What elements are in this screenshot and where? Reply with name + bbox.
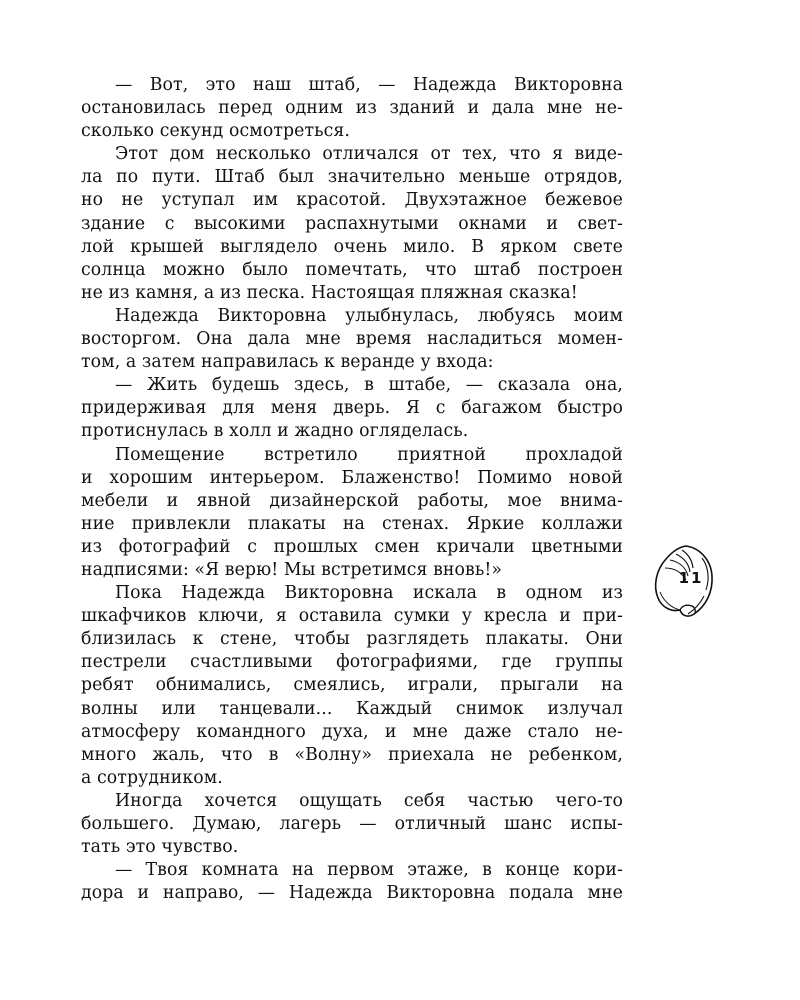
- text-line: остановилась перед одним из зданий и дала мне не-: [81, 98, 623, 119]
- text-line: ла по пути. Штаб был значительно меньше отрядов,: [81, 167, 623, 188]
- text-line: а сотрудником.: [81, 767, 223, 788]
- text-line: здание с высокими распахнутыми окнами и свет-: [81, 213, 623, 234]
- page-number-marker: [648, 540, 718, 622]
- text-line: но не уступал им красотой. Двухэтажное бежевое: [81, 190, 623, 211]
- text-line: — Твоя комната на первом этаже, в конце кори-: [115, 860, 623, 881]
- page-number: 11: [678, 569, 704, 587]
- text-line: придерживая для меня дверь. Я с багажом быстро: [81, 398, 623, 419]
- text-line: пестрели счастливыми фотографиями, где группы: [81, 652, 623, 673]
- text-line: протиснулась в холл и жадно огляделась.: [81, 421, 469, 442]
- text-line: ние привлекли плакаты на стенах. Яркие коллажи: [81, 513, 623, 534]
- text-line: большего. Думаю, лагерь — отличный шанс испы-: [81, 814, 623, 834]
- text-line: тать это чувство.: [81, 837, 239, 858]
- text-line: не из камня, а из песка. Настоящая пляжная сказка!: [81, 282, 578, 303]
- text-line: дора и направо, — Надежда Викторовна подала мне: [81, 883, 623, 904]
- text-line: близилась к стене, чтобы разглядеть плакаты. Они: [81, 629, 623, 650]
- text-line: том, а затем направилась к веранде у входа:: [81, 352, 494, 373]
- text-line: и хорошим интерьером. Блаженство! Помимо новой: [81, 467, 623, 488]
- text-line: — Жить будешь здесь, в штабе, — сказала она,: [115, 375, 623, 396]
- text-line: атмосферу командного духа, и мне даже стало не-: [81, 721, 623, 742]
- text-line: волны или танцевали... Каждый снимок излучал: [81, 698, 623, 719]
- text-line: Иногда хочется ощущать себя частью чего-то: [115, 790, 623, 811]
- text-line: надписями: «Я верю! Мы встретимся вновь!»: [81, 559, 503, 580]
- text-line: восторгом. Она дала мне время насладиться момен-: [81, 329, 623, 350]
- text-line: сколько секунд осмотреться.: [81, 121, 351, 142]
- text-line: Пока Надежда Викторовна искала в одном из: [115, 583, 623, 604]
- text-line: мебели и явной дизайнерской работы, мое внима-: [81, 490, 623, 511]
- text-line: из фотографий с прошлых смен кричали цветными: [81, 536, 623, 557]
- text-line: лой крышей выглядело очень мило. В ярком свете: [81, 236, 623, 257]
- page-body-text: [81, 74, 623, 905]
- text-line: — Вот, это наш штаб, — Надежда Викторовна: [115, 75, 623, 95]
- text-line: шкафчиков ключи, я оставила сумки у кресла и при-: [81, 606, 623, 627]
- text-line: ребят обнимались, смеялись, играли, прыгали на: [81, 675, 623, 696]
- text-line: Надежда Викторовна улыбнулась, любуясь моим: [115, 305, 623, 326]
- text-line: солнца можно было помечтать, что штаб построен: [81, 259, 623, 280]
- text-line: Помещение встретило приятной прохладой: [115, 444, 623, 465]
- text-line: много жаль, что в «Волну» приехала не ребенком,: [81, 744, 623, 765]
- text-line: Этот дом несколько отличался от тех, что я виде-: [115, 144, 623, 165]
